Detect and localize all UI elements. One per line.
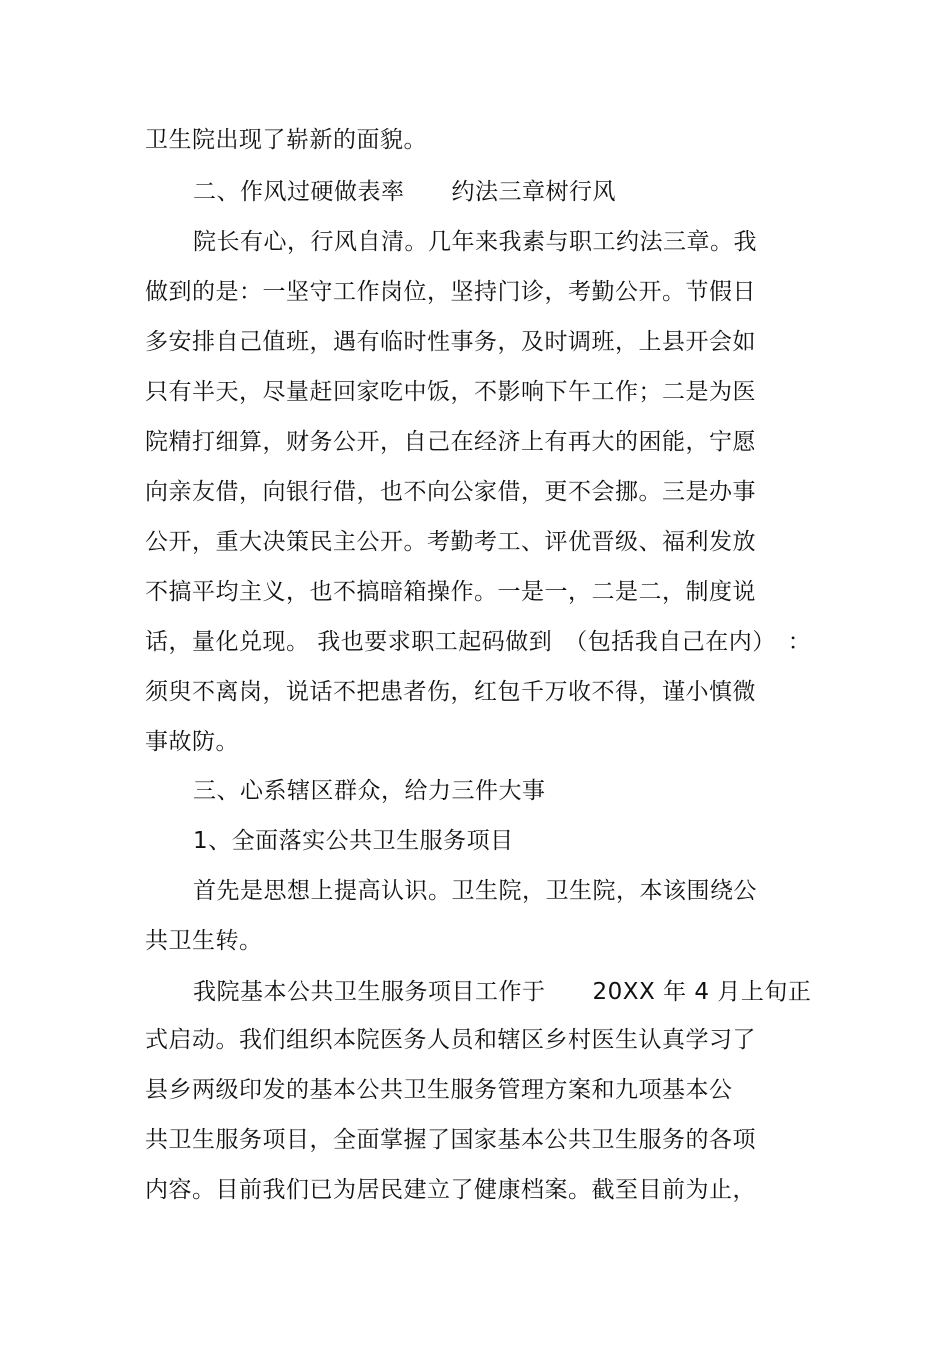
paragraph-line: 向亲友借，向银行借，也不向公家借，更不会挪。三是办事 (145, 479, 756, 505)
paragraph-line: 我院基本公共卫生服务项目工作于 20XX 年 4 月上旬正 (193, 979, 812, 1005)
paragraph-line: 不搞平均主义，也不搞暗箱操作。一是一，二是二，制度说 (145, 579, 756, 605)
paragraph-line: 事故防。 (145, 729, 239, 755)
paragraph-line: 院精打细算，财务公开，自己在经济上有再大的困能，宁愿 (145, 429, 756, 455)
paragraph-line: 共卫生转。 (145, 928, 263, 954)
paragraph-line: 县乡两级印发的基本公共卫生服务管理方案和九项基本公 (145, 1077, 733, 1103)
paragraph-line: 内容。目前我们已为居民建立了健康档案。截至目前为止， (145, 1177, 756, 1203)
paragraph-line: 首先是思想上提高认识。卫生院，卫生院，本该围绕公 (193, 878, 757, 904)
paragraph-line: 公开，重大决策民主公开。考勤考工、评优晋级、福利发放 (145, 529, 756, 555)
paragraph-line: 院长有心，行风自清。几年来我素与职工约法三章。我 (193, 229, 757, 255)
subsection-heading: 1、全面落实公共卫生服务项目 (193, 828, 514, 854)
paragraph-line: 做到的是：一坚守工作岗位，坚持门诊，考勤公开。节假日 (145, 279, 756, 305)
paragraph-line: 卫生院出现了崭新的面貌。 (145, 127, 427, 153)
section-heading: 二、作风过硬做表率 约法三章树行风 (193, 179, 616, 205)
paragraph-line: 须臾不离岗，说话不把患者伤，红包千万收不得，谨小慎微 (145, 679, 756, 705)
section-heading: 三、心系辖区群众，给力三件大事 (193, 778, 546, 804)
paragraph-line: 话，量化兑现。 我也要求职工起码做到 （包括我自己在内） ： (145, 629, 812, 655)
paragraph-line: 式启动。我们组织本院医务人员和辖区乡村医生认真学习了 (145, 1027, 756, 1053)
paragraph-line: 只有半天，尽量赶回家吃中饭，不影响下午工作；二是为医 (145, 379, 756, 405)
paragraph-line: 共卫生服务项目，全面掌握了国家基本公共卫生服务的各项 (145, 1127, 756, 1153)
paragraph-line: 多安排自己值班，遇有临时性事务，及时调班，上县开会如 (145, 329, 756, 355)
